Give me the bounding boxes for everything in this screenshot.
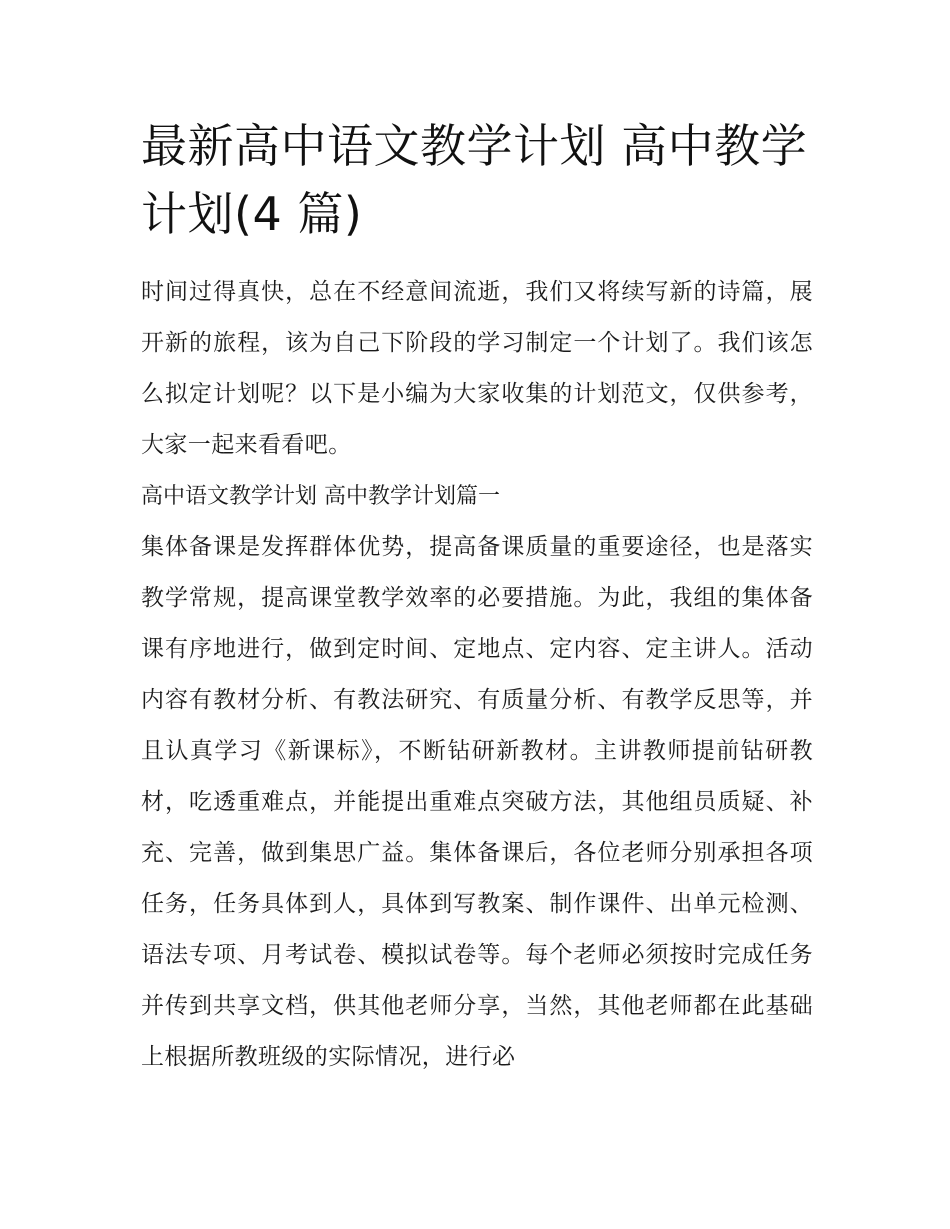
document-page	[141, 112, 813, 1083]
body-paragraph: 集体备课是发挥群体优势，提高备课质量的重要途径，也是落实教学常规，提高课堂教学效率的必要措施。为此，我组的集体备课有序地进行，做到定时间、定地点、定内容、定主讲人。活动内容有教材分析、有教法研究、有质量分析、有教学反思等，并且认真学习《新课标》，不断钻研新教材。主讲教师提前钻研教材，吃透重难点，并能提出重难点突破方法，其他组员质疑、补充、完善，做到集思广益。集体备课后，各位老师分别承担各项任务，任务具体到人，具体到写教案、制作课件、出单元检测、语法专项、月考试卷、模拟试卷等。每个老师必须按时完成任务并传到共享文档，供其他老师分享，当然，其他老师都在此基础上根据所教班级的实际情况，进行必	[141, 534, 813, 1070]
intro-paragraph: 时间过得真快，总在不经意间流逝，我们又将续写新的诗篇，展开新的旅程，该为自己下阶段的学习制定一个计划了。我们该怎么拟定计划呢？以下是小编为大家收集的计划范文，仅供参考，大家一起来看看吧。	[141, 279, 813, 458]
section-heading: 高中语文教学计划 高中教学计划篇一	[141, 484, 500, 509]
document-title: 最新高中语文教学计划 高中教学计划(4 篇)	[141, 119, 808, 241]
